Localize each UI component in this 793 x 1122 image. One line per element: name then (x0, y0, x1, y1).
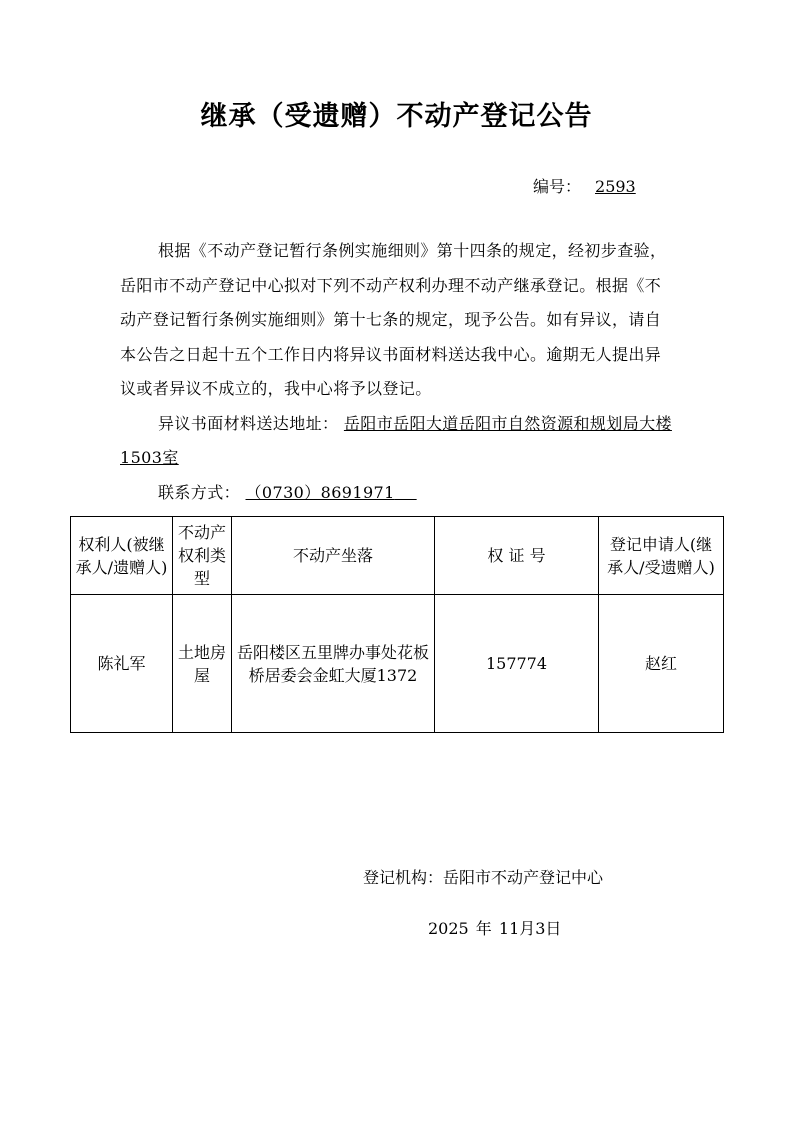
header-location: 不动产坐落 (232, 517, 435, 595)
header-applicant: 登记申请人(继承人/受遗赠人) (599, 517, 724, 595)
page-title: 继承（受遗赠）不动产登记公告 (200, 101, 593, 132)
serial-number (533, 174, 636, 197)
serial-value: 2593 (595, 177, 636, 196)
contact-value: （0730）8691971 (245, 482, 395, 502)
announcement-date: 2025 年 11月3日 (428, 919, 562, 938)
objection-address-label: 异议书面材料送达地址： (158, 413, 339, 433)
cell-holder: 陈礼军 (71, 595, 173, 733)
header-certificate-no: 权 证 号 (435, 517, 599, 595)
header-holder: 权利人(被继承人/遗赠人) (71, 517, 173, 595)
cell-location: 岳阳楼区五里牌办事处花板桥居委会金虹大厦1372 (232, 595, 435, 733)
cell-right-type: 土地房屋 (173, 595, 232, 733)
header-right-type: 不动产权利类型 (173, 517, 232, 595)
property-table (70, 516, 724, 733)
objection-address-value: 岳阳市岳阳大道岳阳市自然资源和规划局大楼1503室 (120, 413, 672, 467)
cell-certificate-no: 157774 (435, 595, 599, 733)
contact-label: 联系方式： (158, 482, 241, 502)
announcement-paragraph: 根据《不动产登记暂行条例实施细则》第十四条的规定，经初步查验，岳阳市不动产登记中心拟对下列不动产权利办理不动产继承登记。根据《不动产登记暂行条例实施细则》第十七条的规定，现予公告。如有异议，请自本公告之日起十五个工作日内将异议书面材料送达我中心。逾期无人提出异议或者异议不成立的，我中心将予以登记。 (120, 241, 667, 398)
serial-label: 编号： (533, 177, 582, 196)
contact-info (120, 476, 672, 511)
announcement-body (120, 234, 672, 510)
table-header-row (71, 517, 724, 595)
cell-applicant: 赵红 (599, 595, 724, 733)
registration-authority: 登记机构：岳阳市不动产登记中心 (363, 868, 604, 887)
objection-address (120, 407, 672, 476)
table-row (71, 595, 724, 733)
